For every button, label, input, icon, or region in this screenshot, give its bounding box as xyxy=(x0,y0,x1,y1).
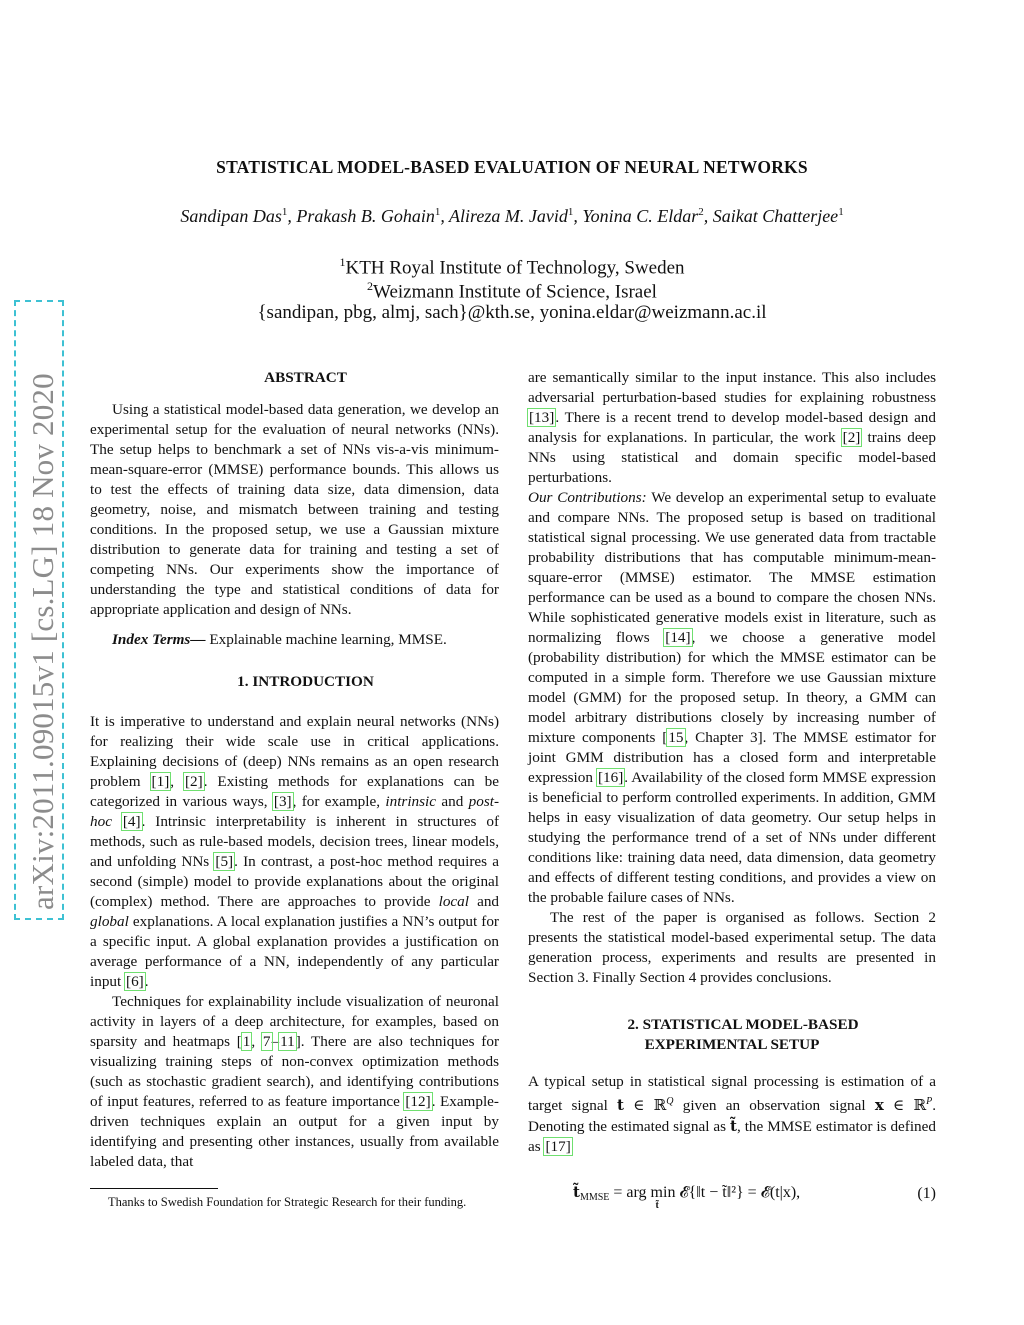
author-affiliation-number: 1 xyxy=(281,206,288,218)
intro-paragraph-1 xyxy=(90,712,499,992)
author-list: Sandipan Das$^1$, Prakash B. Gohain$^1$, Alireza M. Javid$^1$, Yonina C. Eldar$^2$, Saikat Chatterjee$^1$ xyxy=(180,206,844,226)
text-run: ]. There are also techniques for visualizing training steps of non-convex optimization methods (such as stochastic gradient search), and identifying contributions of input features, referred to as feature importance xyxy=(90,1033,500,1110)
text-run: ∈ ℝ xyxy=(883,1097,927,1115)
affiliation-text: KTH Royal Institute of Technology, Sweden xyxy=(345,257,685,279)
author-affiliation-number: 1 xyxy=(567,206,574,218)
text-run: given an observation signal xyxy=(673,1097,875,1115)
superscript: Q xyxy=(666,1096,674,1107)
author-affiliation-number: 2 xyxy=(698,206,704,218)
text-run: , the MMSE estimator is defined as xyxy=(528,1118,936,1156)
vector-symbol: t̃ xyxy=(730,1117,737,1136)
text-run: . Example-driven techniques explain an output for a given input by identifying and presenting other instances, usually from available labeled data, that xyxy=(90,1093,499,1170)
section-2-heading-line-2: EXPERIMENTAL SETUP xyxy=(644,1036,820,1053)
equation-subscript: MMSE xyxy=(579,1192,610,1203)
text-run: , Chapter 3]. The MMSE estimator for joint GMM distribution has a closed form and interpretable expression xyxy=(528,729,936,786)
citation-link[interactable]: 7 xyxy=(262,1033,271,1050)
superscript: P xyxy=(926,1096,933,1107)
affiliation-text: Weizmann Institute of Science, Israel xyxy=(373,281,657,303)
citation-link[interactable]: 11 xyxy=(280,1033,295,1050)
citation-link[interactable]: [6] xyxy=(126,973,144,990)
footnote-rule xyxy=(90,1188,218,1189)
citation-link[interactable]: [16] xyxy=(597,769,624,786)
citation-link[interactable]: 15 xyxy=(668,729,684,746)
author-name: Sandipan Das xyxy=(180,206,282,226)
text-run: , we choose a generative model (probability distribution) for which the MMSE estimator can be computed in a simple form. Therefore we use Gaussian mixture model (GMM) for the proposed setup. In theory, a GMM can model arbitrary distributions closely by increasing number of mixture components [ xyxy=(528,629,937,746)
section-2-heading-line-1: 2. STATISTICAL MODEL-BASED xyxy=(627,1016,859,1033)
text-run: . In contrast, a post-hoc method requires a second (simple) model to provide explanations about the original (complex) method. There are approaches to provide xyxy=(90,853,500,910)
vector-symbol: t xyxy=(617,1096,624,1115)
index-terms xyxy=(90,630,499,650)
citation-link[interactable]: [2] xyxy=(842,429,861,446)
author-name: Yonina C. Eldar xyxy=(582,206,699,226)
text-run: , for example, xyxy=(292,793,386,810)
equation-rhs: 𝓔{‖t − t̃‖²} = 𝓔(t|x), xyxy=(679,1184,801,1201)
emphasis-text: global xyxy=(90,913,129,930)
text-run: . Denoting the estimated signal as xyxy=(528,1097,937,1136)
citation-link[interactable]: [13] xyxy=(529,409,555,426)
introduction-heading: 1. INTRODUCTION xyxy=(237,673,374,690)
text-run: . xyxy=(144,973,149,990)
affiliation-line xyxy=(0,279,1024,303)
right-column xyxy=(528,368,936,1157)
text-run: ∈ ℝ xyxy=(623,1097,667,1115)
equation-operator: = arg min xyxy=(609,1184,680,1201)
author-name: Saikat Chatterjee xyxy=(712,206,839,226)
text-run: – xyxy=(271,1033,280,1050)
abstract-heading: ABSTRACT xyxy=(264,369,347,386)
contributions-paragraph xyxy=(528,488,936,908)
setup-paragraph xyxy=(528,1072,936,1157)
text-run: are semantically similar to the input instance. This also includes adversarial perturbation-based studies for explaining robustness xyxy=(528,369,936,406)
text-run: Techniques for explainability include visualization of neuronal activity in layers of a deep architecture, for examples, based on sparsity and heatmaps [ xyxy=(90,993,499,1050)
organisation-paragraph: The rest of the paper is organised as follows. Section 2 presents the statistical model-based experimental setup. The data generation process, experiments and results are presented in Section 3. Finally Section 4 provides conclusions. xyxy=(528,909,936,986)
equation-lhs: t̃ xyxy=(573,1183,580,1201)
vector-symbol: x xyxy=(874,1096,884,1115)
paper-title: STATISTICAL MODEL-BASED EVALUATION OF NEURAL NETWORKS xyxy=(216,157,808,177)
text-run xyxy=(112,813,122,830)
citation-link[interactable]: [2] xyxy=(184,773,203,790)
abstract-text: Using a statistical model-based data generation, we develop an experimental setup for the evaluation of neural networks (NNs). The setup helps to benchmark a set of NNs vis-a-vis minimum-mean-square-error (MMSE) performance bounds. This allows us to test the effects of training data size, data dimension, data geometry, noise, and mismatch between training and testing conditions. In the proposed setup, we use a Gaussian mixture distribution to generate data for training and testing a set of competing NNs. Our experiments show the importance of understanding the type and statistical conditions of data for appropriate application and design of NNs. xyxy=(90,401,499,618)
equation-1 xyxy=(528,1183,936,1215)
text-run: We develop an experimental setup to evaluate and compare NNs. The proposed setup is based on traditional statistical signal processing. We use generated data from tractable probability distributions that has computable minimum-mean-square-error (MMSE) estimator. The MMSE estimation performance can be used as a bound to compare the chosen NNs. While sophisticated generative models exist in literature, such as normalizing flows xyxy=(528,489,937,646)
text-run: explanations. A local explanation justifies a NN’s output for a specific input. A global explanation provides a justification on average performance of a NN, independently of any particular input xyxy=(90,913,499,990)
citation-link[interactable]: 1 xyxy=(242,1033,251,1050)
text-run: It is imperative to understand and explain neural networks (NNs) for realizing their wide scale use in critical applications. Explaining decisions of (deep) NNs remains as an open research problem xyxy=(90,713,499,790)
equation-min-subscript: t̃ xyxy=(655,1200,659,1211)
footnote: Thanks to Swedish Foundation for Strategic Research for their funding. xyxy=(108,1195,467,1209)
text-run: . Intrinsic interpretability is inherent in structures of methods, such as rule-based models, decision trees, linear models, and unfolding NNs xyxy=(90,813,500,870)
citation-link[interactable]: [1] xyxy=(151,773,170,790)
left-column xyxy=(90,368,499,1172)
emphasis-text: intrinsic xyxy=(385,793,437,810)
citation-link[interactable]: [17] xyxy=(545,1138,571,1156)
citation-link[interactable]: [12] xyxy=(405,1093,431,1110)
affiliation-number: 2 xyxy=(367,279,374,293)
text-run: . There is a recent trend to develop model-based design and analysis for explanations. In particular, the work xyxy=(528,409,936,446)
related-work-paragraph xyxy=(528,368,936,488)
email-line: {sandipan, pbg, almj, sach}@kth.se, yonina.eldar@weizmann.ac.il xyxy=(257,302,767,323)
author-name: Alireza M. Javid xyxy=(449,206,568,226)
author-affiliation-number: 1 xyxy=(434,206,441,218)
equation-body xyxy=(573,1183,801,1211)
citation-link[interactable]: [3] xyxy=(273,793,292,810)
text-run: . Existing methods for explanations can be categorized in various ways, xyxy=(90,773,499,810)
author-name: Prakash B. Gohain xyxy=(296,206,435,226)
section-2-heading xyxy=(528,1015,936,1055)
emphasis-text: post-hoc xyxy=(90,793,500,830)
text-run: , xyxy=(170,773,184,790)
intro-paragraph-2 xyxy=(90,992,499,1172)
text-run: , xyxy=(251,1033,262,1050)
arxiv-identifier: arXiv:2011.09015v1 [cs.LG] 18 Nov 2020 xyxy=(25,373,60,910)
equation-number: (1) xyxy=(917,1185,936,1202)
emphasis-text: local xyxy=(438,893,469,910)
index-terms-text: Explainable machine learning, MMSE. xyxy=(209,631,447,648)
citation-link[interactable]: [5] xyxy=(215,853,234,870)
text-run: A typical setup in statistical signal processing is estimation of a target signal xyxy=(528,1073,936,1115)
author-affiliation-number: 1 xyxy=(838,206,844,218)
contributions-label: Our Contributions: xyxy=(528,489,647,506)
text-run: and xyxy=(436,793,469,810)
citation-link[interactable]: [14] xyxy=(665,629,691,646)
text-run: trains deep NNs using statistical and domain specific model-based perturbations. xyxy=(528,429,936,486)
affiliation-number: 1 xyxy=(339,255,346,269)
text-run: . Availability of the closed form MMSE expression is beneficial to perform controlled experiments. In addition, GMM helps in easy visualization of data geometry. Our setup helps in studying the performance trend of a set of NNs under different conditions like: training data need, data dimension, data geometry and effects of different testing conditions, and provides a view on the probable failure cases of NNs. xyxy=(528,769,936,906)
citation-link[interactable]: [4] xyxy=(122,813,141,830)
index-terms-label: Index Terms— xyxy=(112,631,206,648)
text-run: and xyxy=(468,893,500,910)
affiliation-line xyxy=(0,255,1024,279)
